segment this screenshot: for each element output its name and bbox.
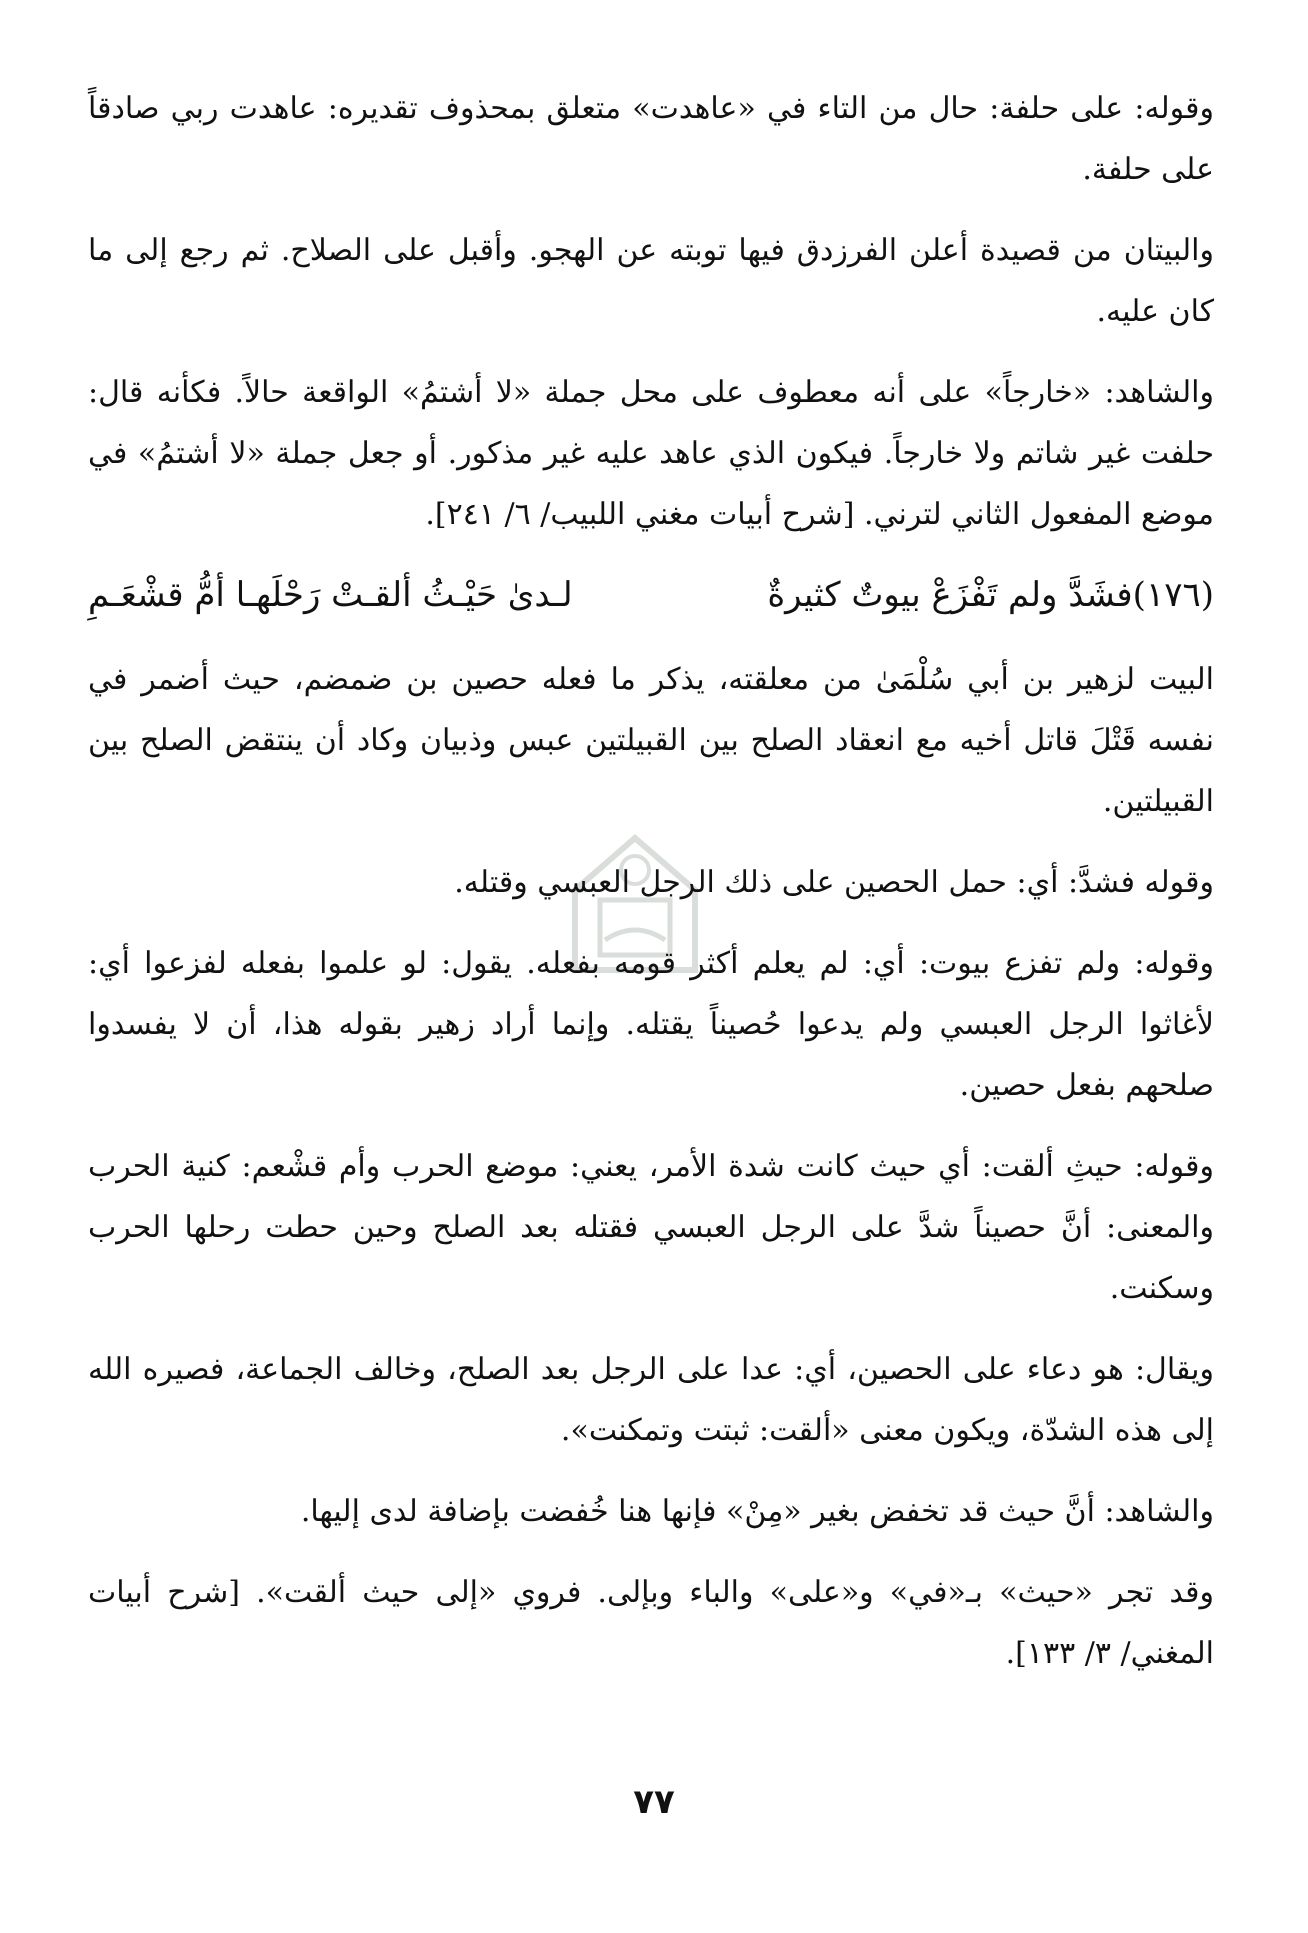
verse-first-hemistich-text: فشَدَّ ولم تَفْزَعْ بيوتٌ كثيرةٌ bbox=[767, 575, 1133, 615]
verse-number: (١٧٦) bbox=[1132, 575, 1214, 615]
paragraph-1: وقوله: على حلفة: حال من التاء في «عاهدت» متعلق بمحذوف تقديره: عاهدت ربي صادقاً على حلفة. bbox=[88, 91, 1214, 187]
verse-second-hemistich: لـدىٰ حَيْـثُ ألقـتْ رَحْلَهـا أمُّ قشْعَـمِ bbox=[88, 575, 573, 615]
paragraph-8: ويقال: هو دعاء على الحصين، أي: عدا على الرجل بعد الصلح، وخالف الجماعة، فصيره الله إلى هذه الشدّة، ويكون معنى «ألقت: ثبتت وتمكنت». bbox=[88, 1352, 1214, 1448]
verse-first-hemistich bbox=[767, 563, 1214, 627]
paragraph-4: البيت لزهير بن أبي سُلْمَىٰ من معلقته، يذكر ما فعله حصين بن ضمضم، حيث أضمر في نفسه قَتْلَ قاتل أخيه مع انعقاد الصلح بين القبيلتين عبس وذبيان وكاد أن ينتقض الصلح بين القبيلتين. bbox=[88, 662, 1214, 819]
main-text bbox=[88, 78, 1214, 1704]
page-number: ٧٧ bbox=[633, 1782, 675, 1822]
paragraph-2: والبيتان من قصيدة أعلن الفرزدق فيها توبته عن الهجو. وأقبل على الصلاح. ثم رجع إلى ما كان عليه. bbox=[88, 233, 1214, 329]
paragraph-5: وقوله فشدَّ: أي: حمل الحصين على ذلك الرجل العبسي وقتله. bbox=[454, 865, 1214, 900]
paragraph-9: والشاهد: أنَّ حيث قد تخفض بغير «مِنْ» فإنها هنا خُفضت بإضافة لدى إليها. bbox=[300, 1494, 1214, 1529]
paragraph-10: وقد تجر «حيث» بـ«في» و«على» والباء وبإلى. فروي «إلى حيث ألقت». [شرح أبيات المغني/ ٣/ ١٣٣]. bbox=[88, 1575, 1214, 1671]
poetry-verse bbox=[88, 563, 1214, 627]
paragraph-7: وقوله: حيثِ ألقت: أي حيث كانت شدة الأمر، يعني: موضع الحرب وأم قشْعم: كنية الحرب والمعنى: أنَّ حصيناً شدَّ على الرجل العبسي فقتله بعد الصلح وحين حطت رحلها الحرب وسكنت. bbox=[88, 1149, 1214, 1306]
paragraph-3: والشاهد: «خارجاً» على أنه معطوف على محل جملة «لا أشتمُ» الواقعة حالاً. فكأنه قال: حلفت غير شاتم ولا خارجاً. فيكون الذي عاهد عليه غير مذكور. أو جعل جملة «لا أشتمُ» في موضع المفعول الثاني لترني. [شرح أبيات مغني اللبيب/ ٦/ ٢٤١]. bbox=[88, 375, 1214, 532]
paragraph-6: وقوله: ولم تفزع بيوت: أي: لم يعلم أكثر قومه بفعله. يقول: لو علموا بفعله لفزعوا أي: لأغاثوا الرجل العبسي ولم يدعوا حُصيناً يقتله. وإنما أراد زهير بقوله هذا، أن لا يفسدوا صلحهم بفعل حصين. bbox=[88, 946, 1214, 1103]
